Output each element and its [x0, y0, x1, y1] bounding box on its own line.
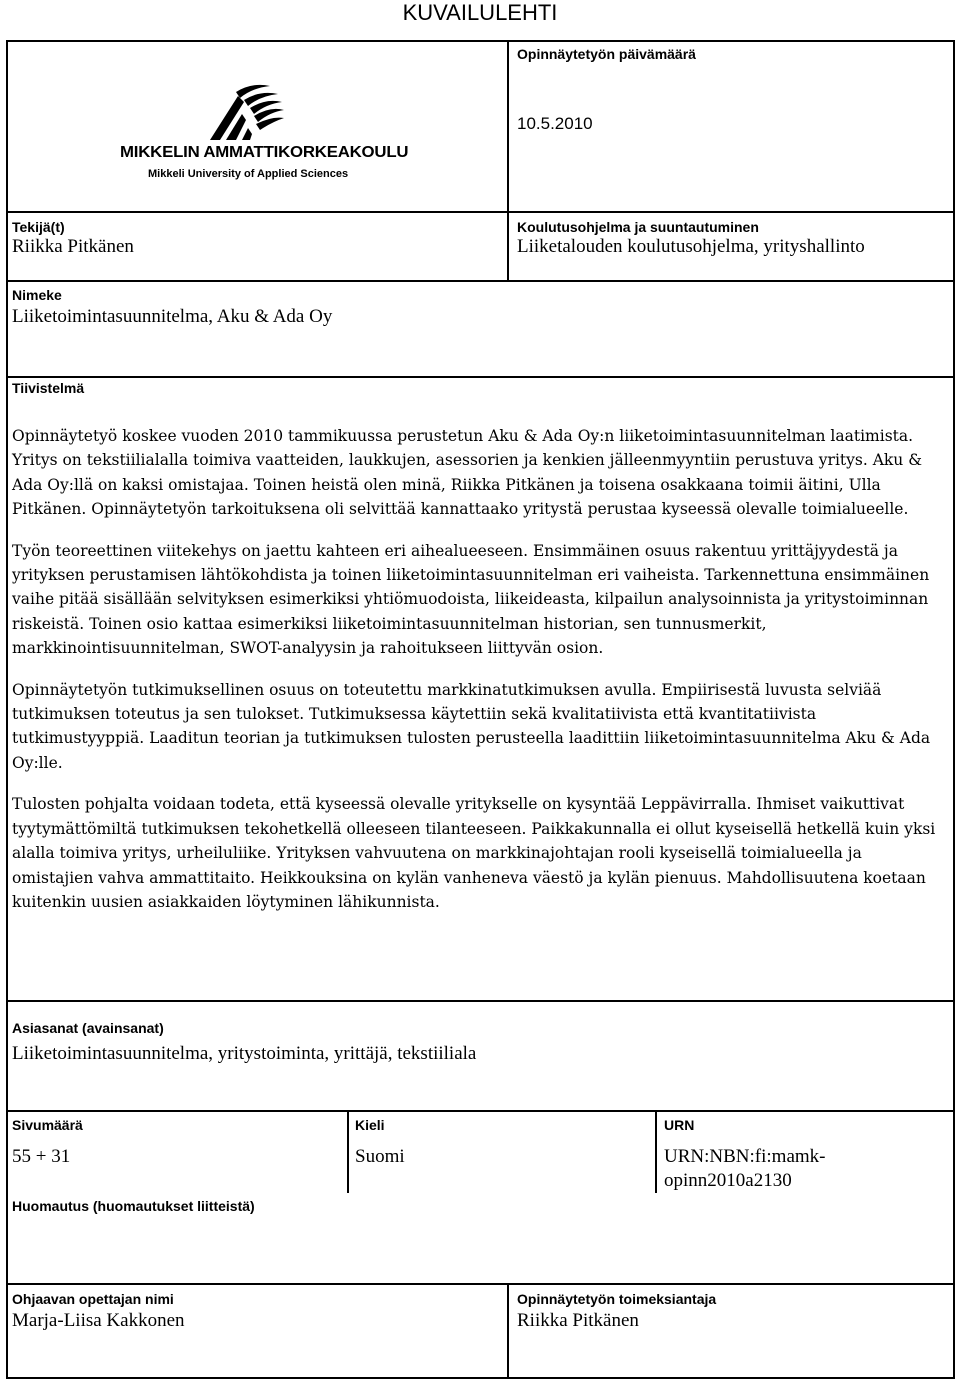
summary-paragraph: Opinnäytetyö koskee vuoden 2010 tammikuussa perustetun Aku & Ada Oy:n liiketoimintasuunnitelman laatimista. Yritys on tekstiilialalla toimiva vaatteiden, laukkujen, asessorien ja kenkien jälleenmyyntiin perustuva yritys. Aku & Ada Oy:llä on kaksi omistajaa. Toinen heistä olen minä, Riikka Pitkänen ja toisena osakkaana toimii äitini, Ulla Pitkänen. Opinnäytetyön tarkoituksena oli selvittää kannattaako yritystä perustaa kyseessä olevalle toimialueelle. [12, 427, 922, 519]
language-value: Suomi [355, 1146, 405, 1167]
mamk-logo-icon [190, 80, 300, 146]
divider [6, 1110, 955, 1112]
divider [6, 280, 955, 282]
commissioner-value: Riikka Pitkänen [517, 1310, 639, 1331]
keywords-value: Liiketoimintasuunnitelma, yritystoiminta, yrittäjä, tekstiiliala [12, 1043, 477, 1064]
summary-paragraph: Opinnäytetyön tutkimuksellinen osuus on toteutettu markkinatutkimuksen avulla. Empiirisestä luvusta selviää tutkimuksen toteutus ja sen tulokset. Tutkimuksessa käytettiin sekä kvalitatiivista että kvantitatiivista tutkimustyyppiä. Laaditun teorian ja tutkimuksen tulosten perusteella laadittiin liiketoimintasuunnitelma Aku & Ada Oy:lle. [12, 680, 931, 772]
date-label: Opinnäytetyön päivämäärä [517, 46, 696, 62]
summary-paragraph: Tulosten pohjalta voidaan todeta, että kyseessä olevalle yritykselle on kysyntää Leppävirralla. Ihmiset vaikuttivat tyytymättömiltä tutkimuksen tekohetkellä olleeseen tilanteeseen. Paikkakunnalla ei ollut kyseisellä hetkellä kuin yksi alalla toimiva yritys, urheiluliike. Yrityksen vahvuutena on markkinajohtajan rooli kyseisellä toimialueella ja omistajien vahva ammattitaito. Heikkouksina on kylän vanheneva väestö ja kylän pienuus. Mahdollisuutena koetaan kuitenkin uusien asiakkaiden löytyminen lähikunnista. [12, 795, 936, 911]
author-label: Tekijä(t) [12, 219, 65, 235]
urn-value-line2: opinn2010a2130 [664, 1170, 792, 1191]
logo-text: MIKKELIN AMMATTIKORKEAKOULU [120, 144, 409, 161]
programme-label: Koulutusohjelma ja suuntautuminen [517, 219, 759, 235]
urn-value-line1: URN:NBN:fi:mamk- [664, 1146, 826, 1167]
pages-label: Sivumäärä [12, 1117, 83, 1133]
summary-text [12, 424, 946, 931]
divider [655, 1110, 657, 1193]
language-label: Kieli [355, 1117, 385, 1133]
summary-paragraph: Työn teoreettinen viitekehys on jaettu kahteen eri aihealueeseen. Ensimmäinen osuus rakentuu yrittäjyydestä ja yrityksen perustamisen lähtökohdista ja toinen liiketoimintasuunnitelman eri vaiheista. Tarkennettuna ensimmäinen vaihe pitää sisällään selvityksen esimerkiksi yhtiömuodoista, liikeideasta, kilpailun analysoinnista ja yritystoiminnan riskeistä. Toinen osio kattaa esimerkiksi liiketoimintasuunnitelman historian, sen tunnusmerkit, markkinointisuunnitelman, SWOT-analyysin ja rahoitukseen liittyvän osion. [12, 541, 930, 658]
author-value: Riikka Pitkänen [12, 236, 134, 257]
divider [347, 1110, 349, 1193]
divider [6, 376, 955, 378]
thesis-title: Liiketoimintasuunnitelma, Aku & Ada Oy [12, 306, 333, 327]
summary-label: Tiivistelmä [12, 380, 85, 396]
divider [6, 1000, 955, 1002]
notes-label: Huomautus (huomautukset liitteistä) [12, 1198, 255, 1214]
pages-value: 55 + 31 [12, 1146, 71, 1167]
urn-label: URN [664, 1117, 695, 1133]
date-value: 10.5.2010 [517, 114, 593, 133]
divider [507, 1283, 509, 1379]
divider [507, 40, 509, 281]
supervisor-label: Ohjaavan opettajan nimi [12, 1291, 174, 1307]
commissioner-label: Opinnäytetyön toimeksiantaja [517, 1291, 717, 1307]
title-label: Nimeke [12, 287, 62, 303]
divider [6, 211, 955, 213]
divider [6, 1283, 955, 1285]
logo-subtext: Mikkeli University of Applied Sciences [148, 168, 349, 180]
programme-value: Liiketalouden koulutusohjelma, yrityshallinto [517, 236, 865, 257]
document-title: KUVAILULEHTI [402, 0, 558, 25]
supervisor-value: Marja-Liisa Kakkonen [12, 1310, 185, 1331]
keywords-label: Asiasanat (avainsanat) [12, 1020, 164, 1036]
